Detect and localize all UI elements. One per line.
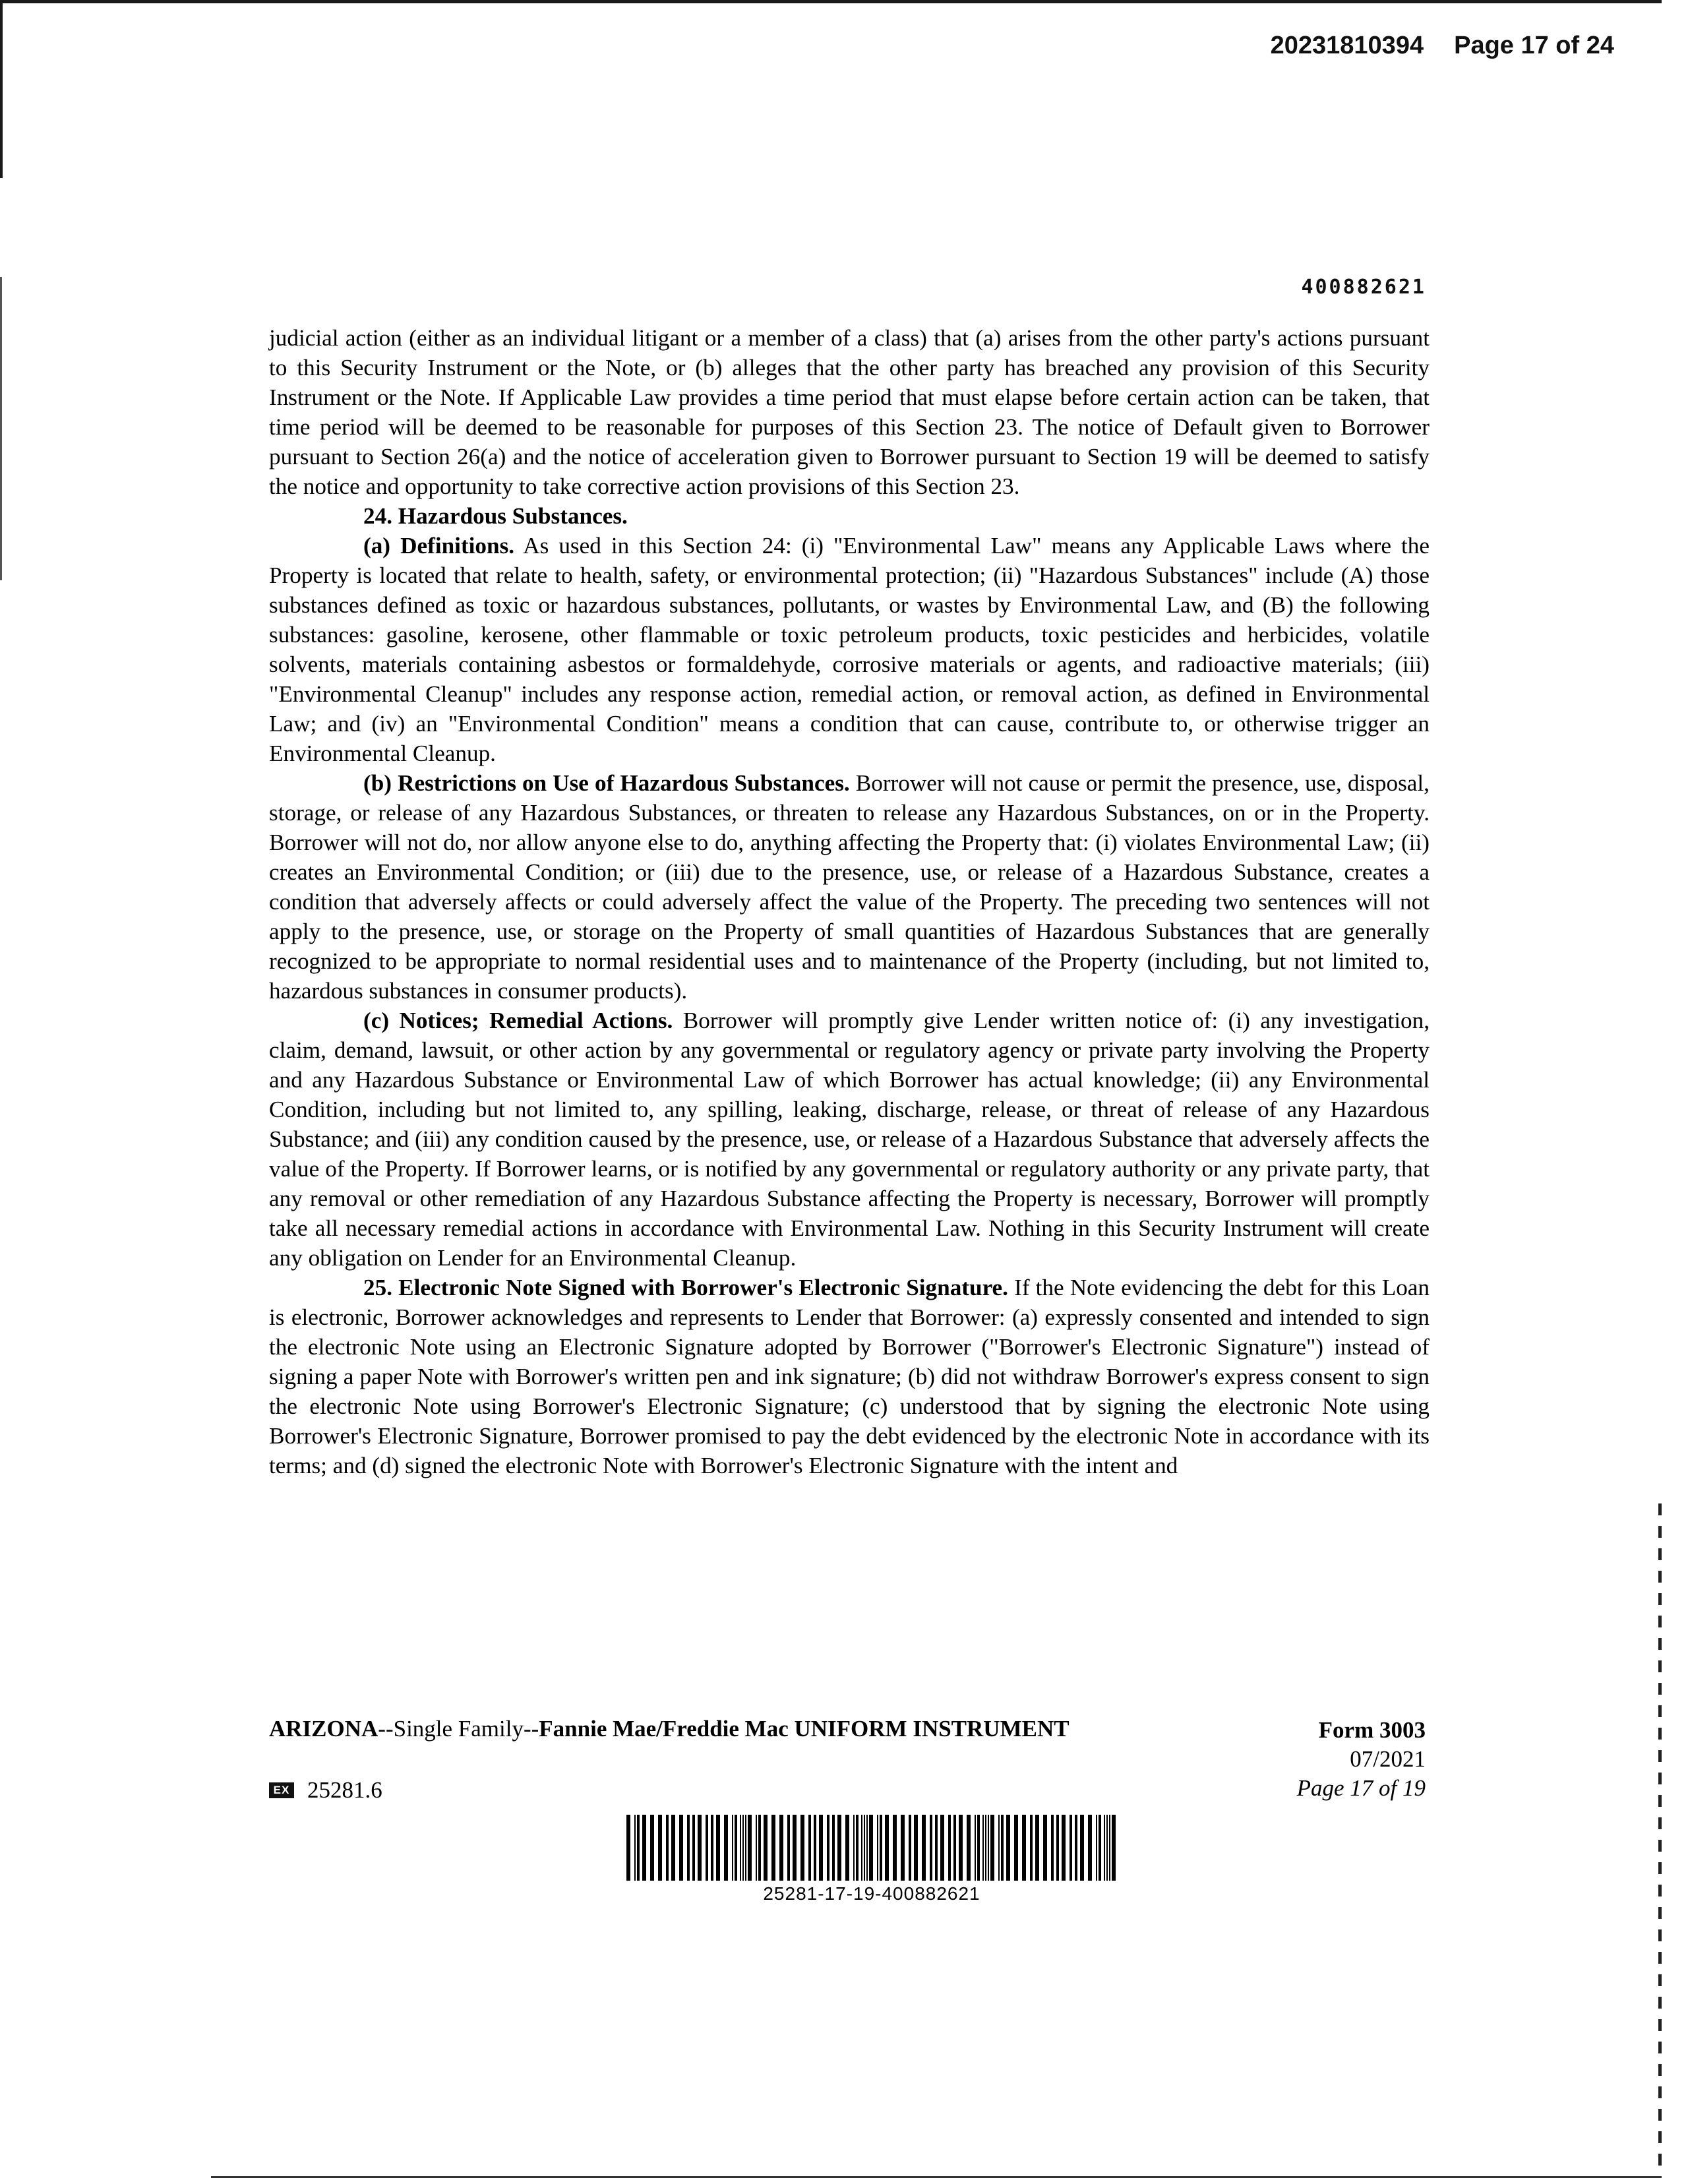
barcode-bar — [626, 1815, 630, 1881]
recording-page-label: Page 17 of 24 — [1454, 32, 1614, 59]
form-page: Page 17 of 19 — [1296, 1775, 1426, 1801]
ellie-mae-logo-icon: EX — [269, 1782, 294, 1798]
barcode-bar — [634, 1815, 636, 1881]
barcode-bar — [988, 1815, 989, 1881]
barcode-bar — [1062, 1815, 1066, 1881]
barcode-bar — [756, 1815, 757, 1881]
loan-number: 400882621 — [1301, 276, 1426, 299]
recording-stamp — [1271, 32, 1614, 60]
barcode-bar — [1070, 1815, 1072, 1881]
form-date: 07/2021 — [1350, 1746, 1426, 1772]
form-info — [1297, 1716, 1426, 1803]
scan-edge-left-lower — [0, 277, 2, 580]
barcode-bar — [692, 1815, 695, 1881]
section-24a-text: As used in this Section 24: (i) "Environmental Law" means any Applicable Laws where the Property is located that relate to health, safety, or environmental protection; (ii) "Hazardous Substances" include (A) those substances defined as toxic or hazardous substances, pollutants, or wastes by Environmental Law, and (B) the following substances: gasoline, kerosene, other flammable or toxic petroleum products, toxic pesticides and herbicides, volatile solvents, materials containing asbestos or formaldehyde, corrosive materials or agents, and radioactive materials; (iii) "Environmental Cleanup" includes any response action, remedial action, or removal action, as defined in Environmental Law; and (iv) an "Environmental Condition" means a condition that can cause, contribute to, or otherwise trigger an Environmental Cleanup. — [269, 533, 1430, 766]
barcode-bar — [724, 1815, 728, 1881]
barcode-bar — [1099, 1815, 1101, 1881]
barcode-bar — [877, 1815, 878, 1881]
document-code-text: 25281.6 — [307, 1777, 382, 1803]
barcode-text: 25281-17-19-400882621 — [763, 1883, 980, 1904]
barcode-bar — [985, 1815, 986, 1881]
section-24c-text: Borrower will promptly give Lender written notice of: (i) any investigation, claim, demand, lawsuit, or other action by any governmental or regulatory agency or private party involving the Property and any Hazardous Substance or Environmental Law of which Borrower has actual knowledge; (ii) any Environmental Condition, including but not limited to, any spilling, leaking, discharge, release, or threat of release of any Hazardous Substance; and (iii) any condition caused by the presence, use, or release of a Hazardous Substance that adversely affects the value of the Property. If Borrower learns, or is notified by any governmental or regulatory authority or any private party, that any removal or other remediation of any Hazardous Substance affecting the Property is necessary, Borrower will promptly take all necessary remedial actions in accordance with Environmental Law. Nothing in this Security Instrument will create any obligation on Lender for an Environmental Cleanup. — [269, 1008, 1430, 1271]
barcode-bar — [959, 1815, 963, 1881]
document-body — [269, 323, 1430, 1480]
barcode-bar — [650, 1815, 654, 1881]
barcode-bar — [748, 1815, 752, 1881]
barcode-bar — [1096, 1815, 1097, 1881]
barcode-bar — [1056, 1815, 1059, 1881]
form-title — [269, 1716, 1070, 1742]
section-24c-paragraph — [269, 1006, 1430, 1273]
barcode-bar — [771, 1815, 775, 1881]
barcode-bar — [940, 1815, 944, 1881]
section-25-text: If the Note evidencing the debt for this Loan is electronic, Borrower acknowledges and represents to Lender that Borrower: (a) expressly consented and intended to sign the electronic Note using an Electronic Signature adopted by Borrower ("Borrower's Electronic Signature") instead of signing a paper Note with Borrower's written pen and ink signature; (b) did not withdraw Borrower's express consent to sign the electronic Note using Borrower's Electronic Signature; (c) understood that by signing the electronic Note using Borrower's Electronic Signature, Borrower promised to pay the debt evidenced by the electronic Note in accordance with its terms; and (d) signed the electronic Note with Borrower's Electronic Signature with the intent and — [269, 1275, 1430, 1478]
barcode-bar — [1088, 1815, 1092, 1881]
barcode-bar — [1001, 1815, 1004, 1881]
barcode-bar — [758, 1815, 761, 1881]
barcode-bar — [975, 1815, 976, 1881]
barcode-bar — [1109, 1815, 1110, 1881]
barcode-bar — [687, 1815, 690, 1881]
barcode-bar — [845, 1815, 849, 1881]
section-24a-paragraph — [269, 531, 1430, 768]
form-instrument: Fannie Mae/Freddie Mac UNIFORM INSTRUMENT — [539, 1716, 1070, 1742]
scan-edge-right — [1658, 1503, 1662, 2176]
barcode-bar — [953, 1815, 956, 1881]
barcode-bar — [706, 1815, 708, 1881]
barcode-bar — [948, 1815, 951, 1881]
barcode-bar — [642, 1815, 646, 1881]
barcode-bar — [1006, 1815, 1010, 1881]
barcode-bar — [1080, 1815, 1084, 1881]
barcode-bar — [990, 1815, 994, 1881]
barcode-bar — [1030, 1815, 1033, 1881]
section-24b-heading: (b) Restrictions on Use of Hazardous Substances. — [363, 770, 850, 796]
section-24-title: 24. Hazardous Substances. — [363, 503, 628, 529]
barcode-bar — [735, 1815, 737, 1881]
section-24c-heading: (c) Notices; Remedial Actions. — [363, 1008, 673, 1033]
barcode-bar — [787, 1815, 790, 1881]
barcode-bar — [658, 1815, 662, 1881]
section-24b-paragraph — [269, 768, 1430, 1006]
barcode-bar — [819, 1815, 823, 1881]
barcode-bar — [837, 1815, 841, 1881]
form-family-type: --Single Family-- — [378, 1716, 539, 1742]
barcode-bar — [1112, 1815, 1116, 1881]
barcode — [626, 1815, 1117, 1881]
barcode-bar — [1106, 1815, 1108, 1881]
section-25-heading: 25. Electronic Note Signed with Borrower's Electronic Signature. — [363, 1275, 1008, 1300]
barcode-bar — [808, 1815, 811, 1881]
barcode-bar — [977, 1815, 980, 1881]
barcode-bar — [814, 1815, 816, 1881]
section-24b-text: Borrower will not cause or permit the presence, use, disposal, storage, or release of any Hazardous Substances, or threaten to release any Hazardous Substances, on or in the Property. Borrower will not do, nor allow anyone else to do, anything affecting the Property that: (i) violates Environmental Law; (ii) creates an Environmental Condition; or (iii) due to the presence, use, or release of a Hazardous Substance, creates a condition that adversely affects or could adversely affect the value of the Property. The preceding two sentences will not apply to the presence, use, or storage on the Property of small quantities of Hazardous Substances that are generally recognized to be appropriate to normal residential uses and to maintenance of the Property (including, but not limited to, hazardous substances in consumer products). — [269, 770, 1430, 1004]
barcode-bar — [745, 1815, 746, 1881]
section-24a-heading: (a) Definitions. — [363, 533, 515, 559]
barcode-bar — [740, 1815, 741, 1881]
barcode-bar — [885, 1815, 889, 1881]
section-25-paragraph — [269, 1273, 1430, 1480]
barcode-bar — [893, 1815, 897, 1881]
barcode-bar — [671, 1815, 675, 1881]
barcode-bar — [1035, 1815, 1039, 1881]
barcode-bar — [901, 1815, 905, 1881]
form-number: Form 3003 — [1318, 1717, 1426, 1743]
barcode-bar — [880, 1815, 882, 1881]
barcode-bar — [856, 1815, 859, 1881]
barcode-bar — [679, 1815, 683, 1881]
barcode-bar — [793, 1815, 797, 1881]
barcode-bar — [698, 1815, 702, 1881]
barcode-bar — [711, 1815, 713, 1881]
recording-number: 20231810394 — [1270, 32, 1424, 59]
barcode-bar — [1014, 1815, 1018, 1881]
barcode-bar — [732, 1815, 733, 1881]
barcode-bar — [666, 1815, 669, 1881]
barcode-bar — [827, 1815, 829, 1881]
barcode-bar — [637, 1815, 640, 1881]
barcode-bar — [716, 1815, 720, 1881]
barcode-bar — [922, 1815, 926, 1881]
barcode-bar — [909, 1815, 911, 1881]
barcode-bar — [764, 1815, 768, 1881]
barcode-bar — [1104, 1815, 1105, 1881]
barcode-bar — [1022, 1815, 1026, 1881]
barcode-bar — [1043, 1815, 1047, 1881]
barcode-bar — [832, 1815, 835, 1881]
barcode-bar — [800, 1815, 804, 1881]
barcode-bar — [864, 1815, 865, 1881]
section-24-heading — [269, 501, 1430, 531]
barcode-bar — [935, 1815, 938, 1881]
barcode-bar — [869, 1815, 873, 1881]
scan-edge-left — [0, 0, 3, 178]
scan-edge-top — [0, 0, 1662, 3]
barcode-bar — [998, 1815, 1000, 1881]
barcode-bar — [914, 1815, 918, 1881]
barcode-bar — [982, 1815, 984, 1881]
form-state: ARIZONA — [269, 1716, 378, 1742]
barcode-bar — [742, 1815, 744, 1881]
barcode-bar — [853, 1815, 855, 1881]
barcode-bar — [1051, 1815, 1054, 1881]
barcode-bar — [930, 1815, 932, 1881]
barcode-bar — [779, 1815, 783, 1881]
barcode-bar — [861, 1815, 862, 1881]
document-code — [269, 1777, 382, 1804]
barcode-bar — [967, 1815, 971, 1881]
scan-edge-bottom — [211, 2176, 1662, 2178]
paragraph-continuation: judicial action (either as an individual litigant or a member of a class) that (a) arises from the other party's actions pursuant to this Security Instrument or the Note, or (b) alleges that the other party has breached any provision of this Security Instrument or the Note. If Applicable Law provides a time period that must elapse before certain action can be taken, that time period will be deemed to be reasonable for purposes of this Section 23. The notice of Default given to Borrower pursuant to Section 26(a) and the notice of acceleration given to Borrower pursuant to Section 19 will be deemed to satisfy the notice and opportunity to take corrective action provisions of this Section 23. — [269, 325, 1430, 499]
barcode-bar — [866, 1815, 868, 1881]
barcode-bar — [1075, 1815, 1077, 1881]
